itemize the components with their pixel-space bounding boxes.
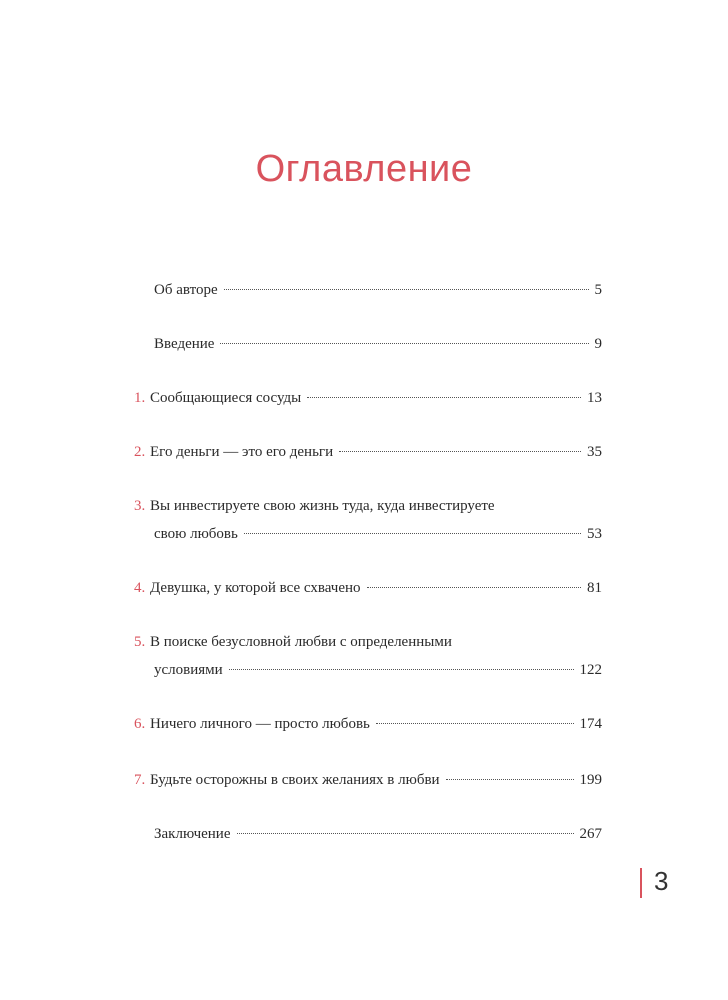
dot-leader: [224, 289, 589, 290]
toc-page-number: 9: [594, 336, 602, 352]
dot-leader: [237, 833, 574, 834]
chapter-number: 4.: [134, 580, 146, 596]
toc-page-number: 174: [579, 716, 602, 732]
dot-leader: [367, 587, 582, 588]
chapter-number: 5.: [134, 634, 146, 650]
chapter-number: 7.: [134, 772, 146, 788]
toc-title: Оглавление: [255, 148, 473, 190]
toc-entry-label: Сообщающиеся сосуды: [150, 390, 302, 406]
toc-entry-about-author[interactable]: [134, 280, 602, 300]
toc-entry-label: В поиске безусловной любви с определенными: [150, 634, 452, 650]
chapter-number: 6.: [134, 716, 146, 732]
dot-leader: [220, 343, 588, 344]
toc-page-number: 267: [579, 826, 602, 842]
toc-entry-chapter-7[interactable]: [134, 770, 602, 790]
toc-entry-chapter-1[interactable]: [134, 388, 602, 408]
toc-page-number: 199: [579, 772, 602, 788]
toc-entry-label: Заключение: [154, 826, 231, 842]
toc-page-number: 35: [587, 444, 602, 460]
toc-entry-label: Будьте осторожны в своих желаниях в любви: [150, 772, 440, 788]
dot-leader: [244, 533, 581, 534]
toc-entry-label: Введение: [154, 336, 215, 352]
dot-leader: [229, 669, 574, 670]
toc-entry-label-continued: свою любовь: [154, 526, 238, 542]
toc-page-number: 53: [587, 526, 602, 542]
toc-entry-chapter-4[interactable]: [134, 578, 602, 598]
dot-leader: [307, 397, 581, 398]
toc-entry-label: Девушка, у которой все схвачено: [150, 580, 361, 596]
folio-divider: [640, 868, 642, 898]
chapter-number: 2.: [134, 444, 146, 460]
dot-leader: [446, 779, 574, 780]
toc-entry-conclusion[interactable]: [134, 824, 602, 844]
dot-leader: [376, 723, 574, 724]
toc-entry-label: Его деньги — это его деньги: [150, 444, 334, 460]
toc-entry-label-continued: условиями: [154, 662, 223, 678]
chapter-number: 1.: [134, 390, 146, 406]
toc-page-number: 81: [587, 580, 602, 596]
page-folio: 3: [654, 866, 669, 896]
dot-leader: [339, 451, 581, 452]
toc-entry-chapter-6[interactable]: [134, 714, 602, 734]
toc-entry-chapter-2[interactable]: [134, 442, 602, 462]
toc-entry-label: Вы инвестируете свою жизнь туда, куда инвестируете: [150, 498, 495, 514]
toc-page-number: 13: [587, 390, 602, 406]
toc-page-number: 5: [594, 282, 602, 298]
toc-page-number: 122: [579, 662, 602, 678]
toc-entry-introduction[interactable]: [134, 334, 602, 354]
toc-entry-chapter-3[interactable]: [134, 496, 602, 544]
chapter-number: 3.: [134, 498, 146, 514]
toc-entry-label: Об авторе: [154, 282, 218, 298]
toc-entry-label: Ничего личного — просто любовь: [150, 716, 370, 732]
toc-entry-chapter-5[interactable]: [134, 632, 602, 680]
